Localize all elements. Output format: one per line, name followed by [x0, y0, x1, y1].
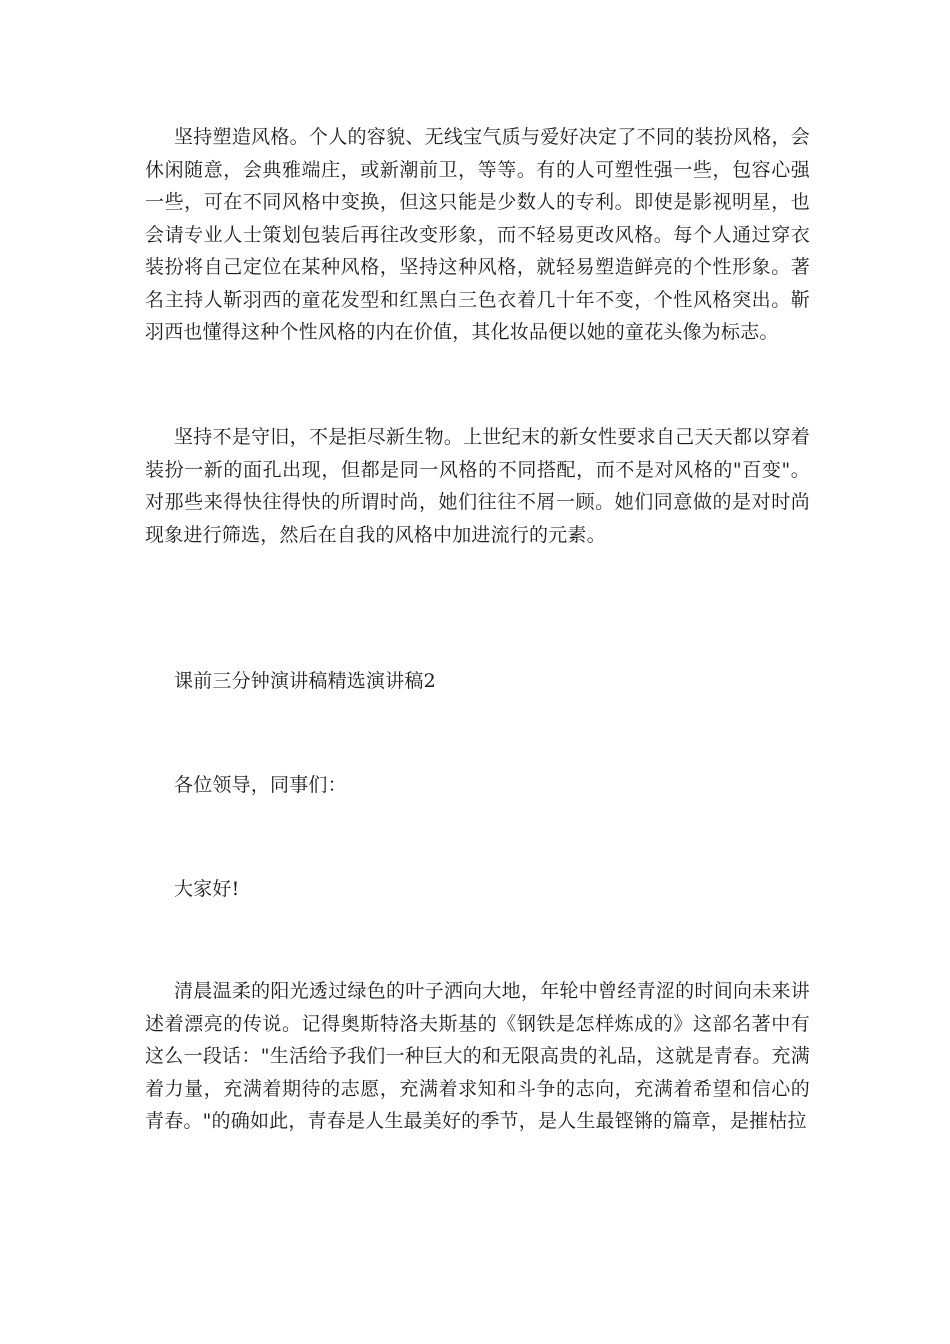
greeting-line: 各位领导，同事们：: [174, 774, 347, 796]
paragraph-youth: 清晨温柔的阳光透过绿色的叶子洒向大地，年轮中曾经青涩的时间向未来讲述着漂亮的传说。记得奥斯特洛夫斯基的《钢铁是怎样炼成的》这部名著中有这么一段话："生活给予我们一种巨大的和无限高贵的礼品，这就是青春。充满着力量，充满着期待的志愿，充满着求知和斗争的志向，充满着希望和信心的青春。"的确如此，青春是人生最美好的季节，是人生最铿锵的篇章，是摧枯拉: [145, 980, 810, 1132]
paragraph-style: 坚持塑造风格。个人的容貌、无线宝气质与爱好决定了不同的装扮风格，会休闲随意，会典雅端庄，或新潮前卫，等等。有的人可塑性强一些，包容心强一些，可在不同风格中变换，但这只能是少数人的专利。即使是影视明星，也会请专业人士策划包装后再往改变形象，而不轻易更改风格。每个人通过穿衣装扮将自己定位在某种风格，坚持这种风格，就轻易塑造鲜亮的个性形象。著名主持人靳羽西的童花发型和红黑白三色衣着几十年不变，个性风格突出。靳羽西也懂得这种个性风格的内在价值，其化妆品便以她的童花头像为标志。: [145, 126, 810, 343]
speech-heading: 课前三分钟演讲稿精选演讲稿2: [174, 670, 436, 692]
paragraph-persistence: 坚持不是守旧，不是拒尽新生物。上世纪末的新女性要求自己天天都以穿着装扮一新的面孔出现，但都是同一风格的不同搭配，而不是对风格的"百变"。对那些来得快往得快的所谓时尚，她们往往不屑一顾。她们同意做的是对时尚现象进行筛选，然后在自我的风格中加进流行的元素。: [145, 426, 810, 546]
hello-line: 大家好!: [174, 878, 240, 900]
